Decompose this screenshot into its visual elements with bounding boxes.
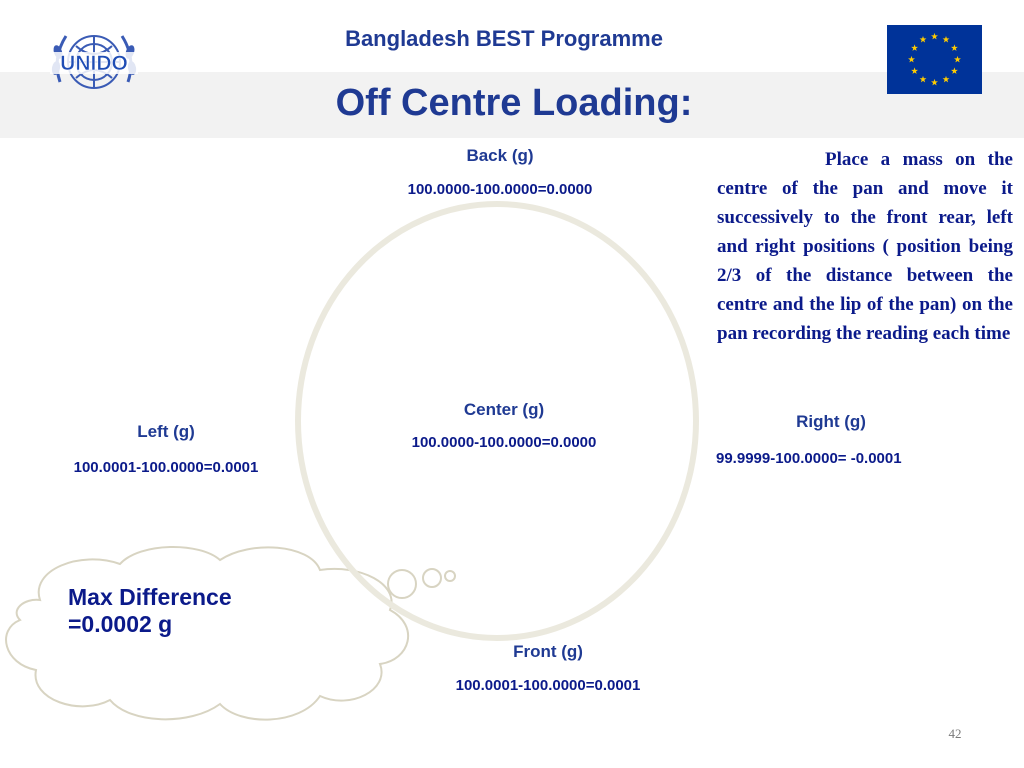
back-label: Back (g) <box>466 146 534 165</box>
right-label: Right (g) <box>796 412 866 431</box>
slide-title: Off Centre Loading: <box>335 82 693 124</box>
left-label: Left (g) <box>137 422 195 441</box>
right-value: 99.9999-100.0000= -0.0001 <box>716 450 902 467</box>
logo-text: UNIDO <box>60 52 128 75</box>
programme-title: Bangladesh BEST Programme <box>345 26 663 51</box>
instructions-text: Place a mass on the centre of the pan and move it successively to the front rear, left and right positions ( position being 2/3 of the distance between the centre and the lip of the pan) on the pan recording the reading each time <box>717 149 1013 344</box>
page-number: 42 <box>948 726 962 741</box>
back-value: 100.0000-100.0000=0.0000 <box>407 181 593 198</box>
max-difference-line2: =0.0002 g <box>68 611 173 637</box>
max-difference <box>68 584 308 638</box>
pan-outline <box>294 200 700 642</box>
front-value: 100.0001-100.0000=0.0001 <box>455 677 641 694</box>
left-value: 100.0001-100.0000=0.0001 <box>73 459 259 476</box>
front-label: Front (g) <box>513 642 583 661</box>
center-label: Center (g) <box>463 400 545 419</box>
max-difference-line1: Max Difference <box>68 584 232 610</box>
center-value: 100.0000-100.0000=0.0000 <box>411 434 597 451</box>
